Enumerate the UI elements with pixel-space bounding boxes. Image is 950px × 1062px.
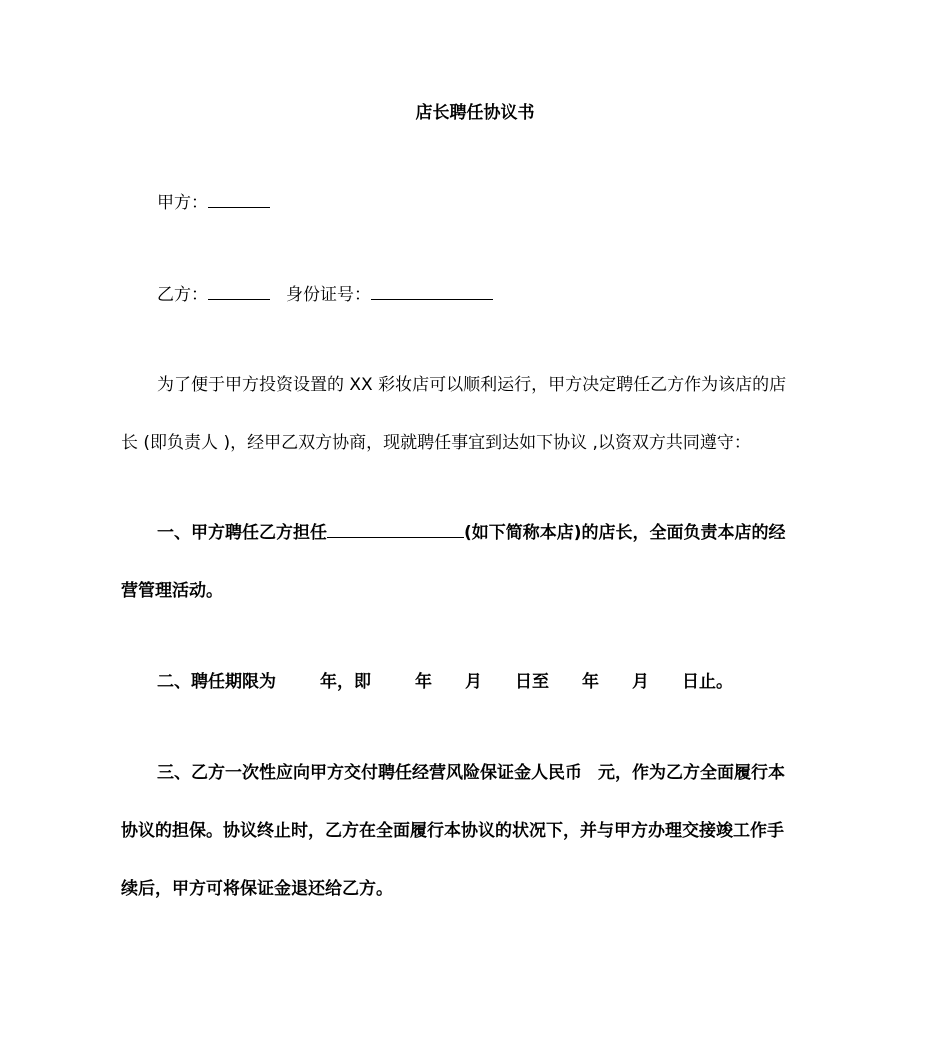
clause-2-end-year: 年: [582, 672, 599, 692]
clause-1-line-1: [121, 518, 867, 543]
store-name-blank[interactable]: [327, 520, 464, 538]
clause-3-guarantee-text: 元，作为乙方全面履行本: [598, 763, 785, 783]
clause-3-line-1: [121, 758, 867, 783]
clause-3-deposit-text: 三、乙方一次性应向甲方交付聘任经营风险保证金人民币: [157, 763, 582, 783]
clause-2-years: 年，即: [320, 672, 371, 692]
clause-1-suffix: (如下简称本店)的店长，全面负责本店的经: [464, 523, 786, 543]
party-a-label: 甲方：: [157, 193, 208, 213]
preamble-line-1: 为了便于甲方投资设置的 XX 彩妆店可以顺利运行，甲方决定聘任乙方作为该店的店: [157, 375, 787, 395]
clause-2-end-month: 月: [632, 672, 649, 692]
clause-3-line-3: 续后，甲方可将保证金退还给乙方。: [121, 879, 393, 899]
party-b-label: 乙方：: [157, 285, 208, 305]
party-b-blank[interactable]: [208, 282, 270, 300]
clause-2-start-year: 年: [415, 672, 432, 692]
party-a-blank[interactable]: [208, 190, 270, 208]
clause-2-line: [121, 667, 867, 692]
clause-3-line-2: 协议的担保。协议终止时，乙方在全面履行本协议的状况下，并与甲方办理交接竣工作手: [121, 821, 784, 841]
clause-2-start-month: 月: [465, 672, 482, 692]
clause-1-line-2: 营管理活动。: [121, 581, 223, 601]
clause-2-start-day: 日至: [515, 672, 549, 692]
party-a-line: [121, 188, 867, 213]
document-title: 店长聘任协议书: [415, 103, 535, 123]
party-b-line: [121, 280, 867, 305]
id-number-label: 身份证号：: [286, 285, 371, 305]
clause-1-prefix: 一、甲方聘任乙方担任: [157, 523, 327, 543]
clause-2-term-label: 二、聘任期限为: [157, 672, 276, 692]
preamble-line-2: 长 (即负责人 )，经甲乙双方协商，现就聘任事宜到达如下协议 ,以资双方共同遵守：: [121, 433, 751, 453]
clause-2-end-day: 日止。: [682, 672, 733, 692]
id-number-blank[interactable]: [371, 282, 493, 300]
